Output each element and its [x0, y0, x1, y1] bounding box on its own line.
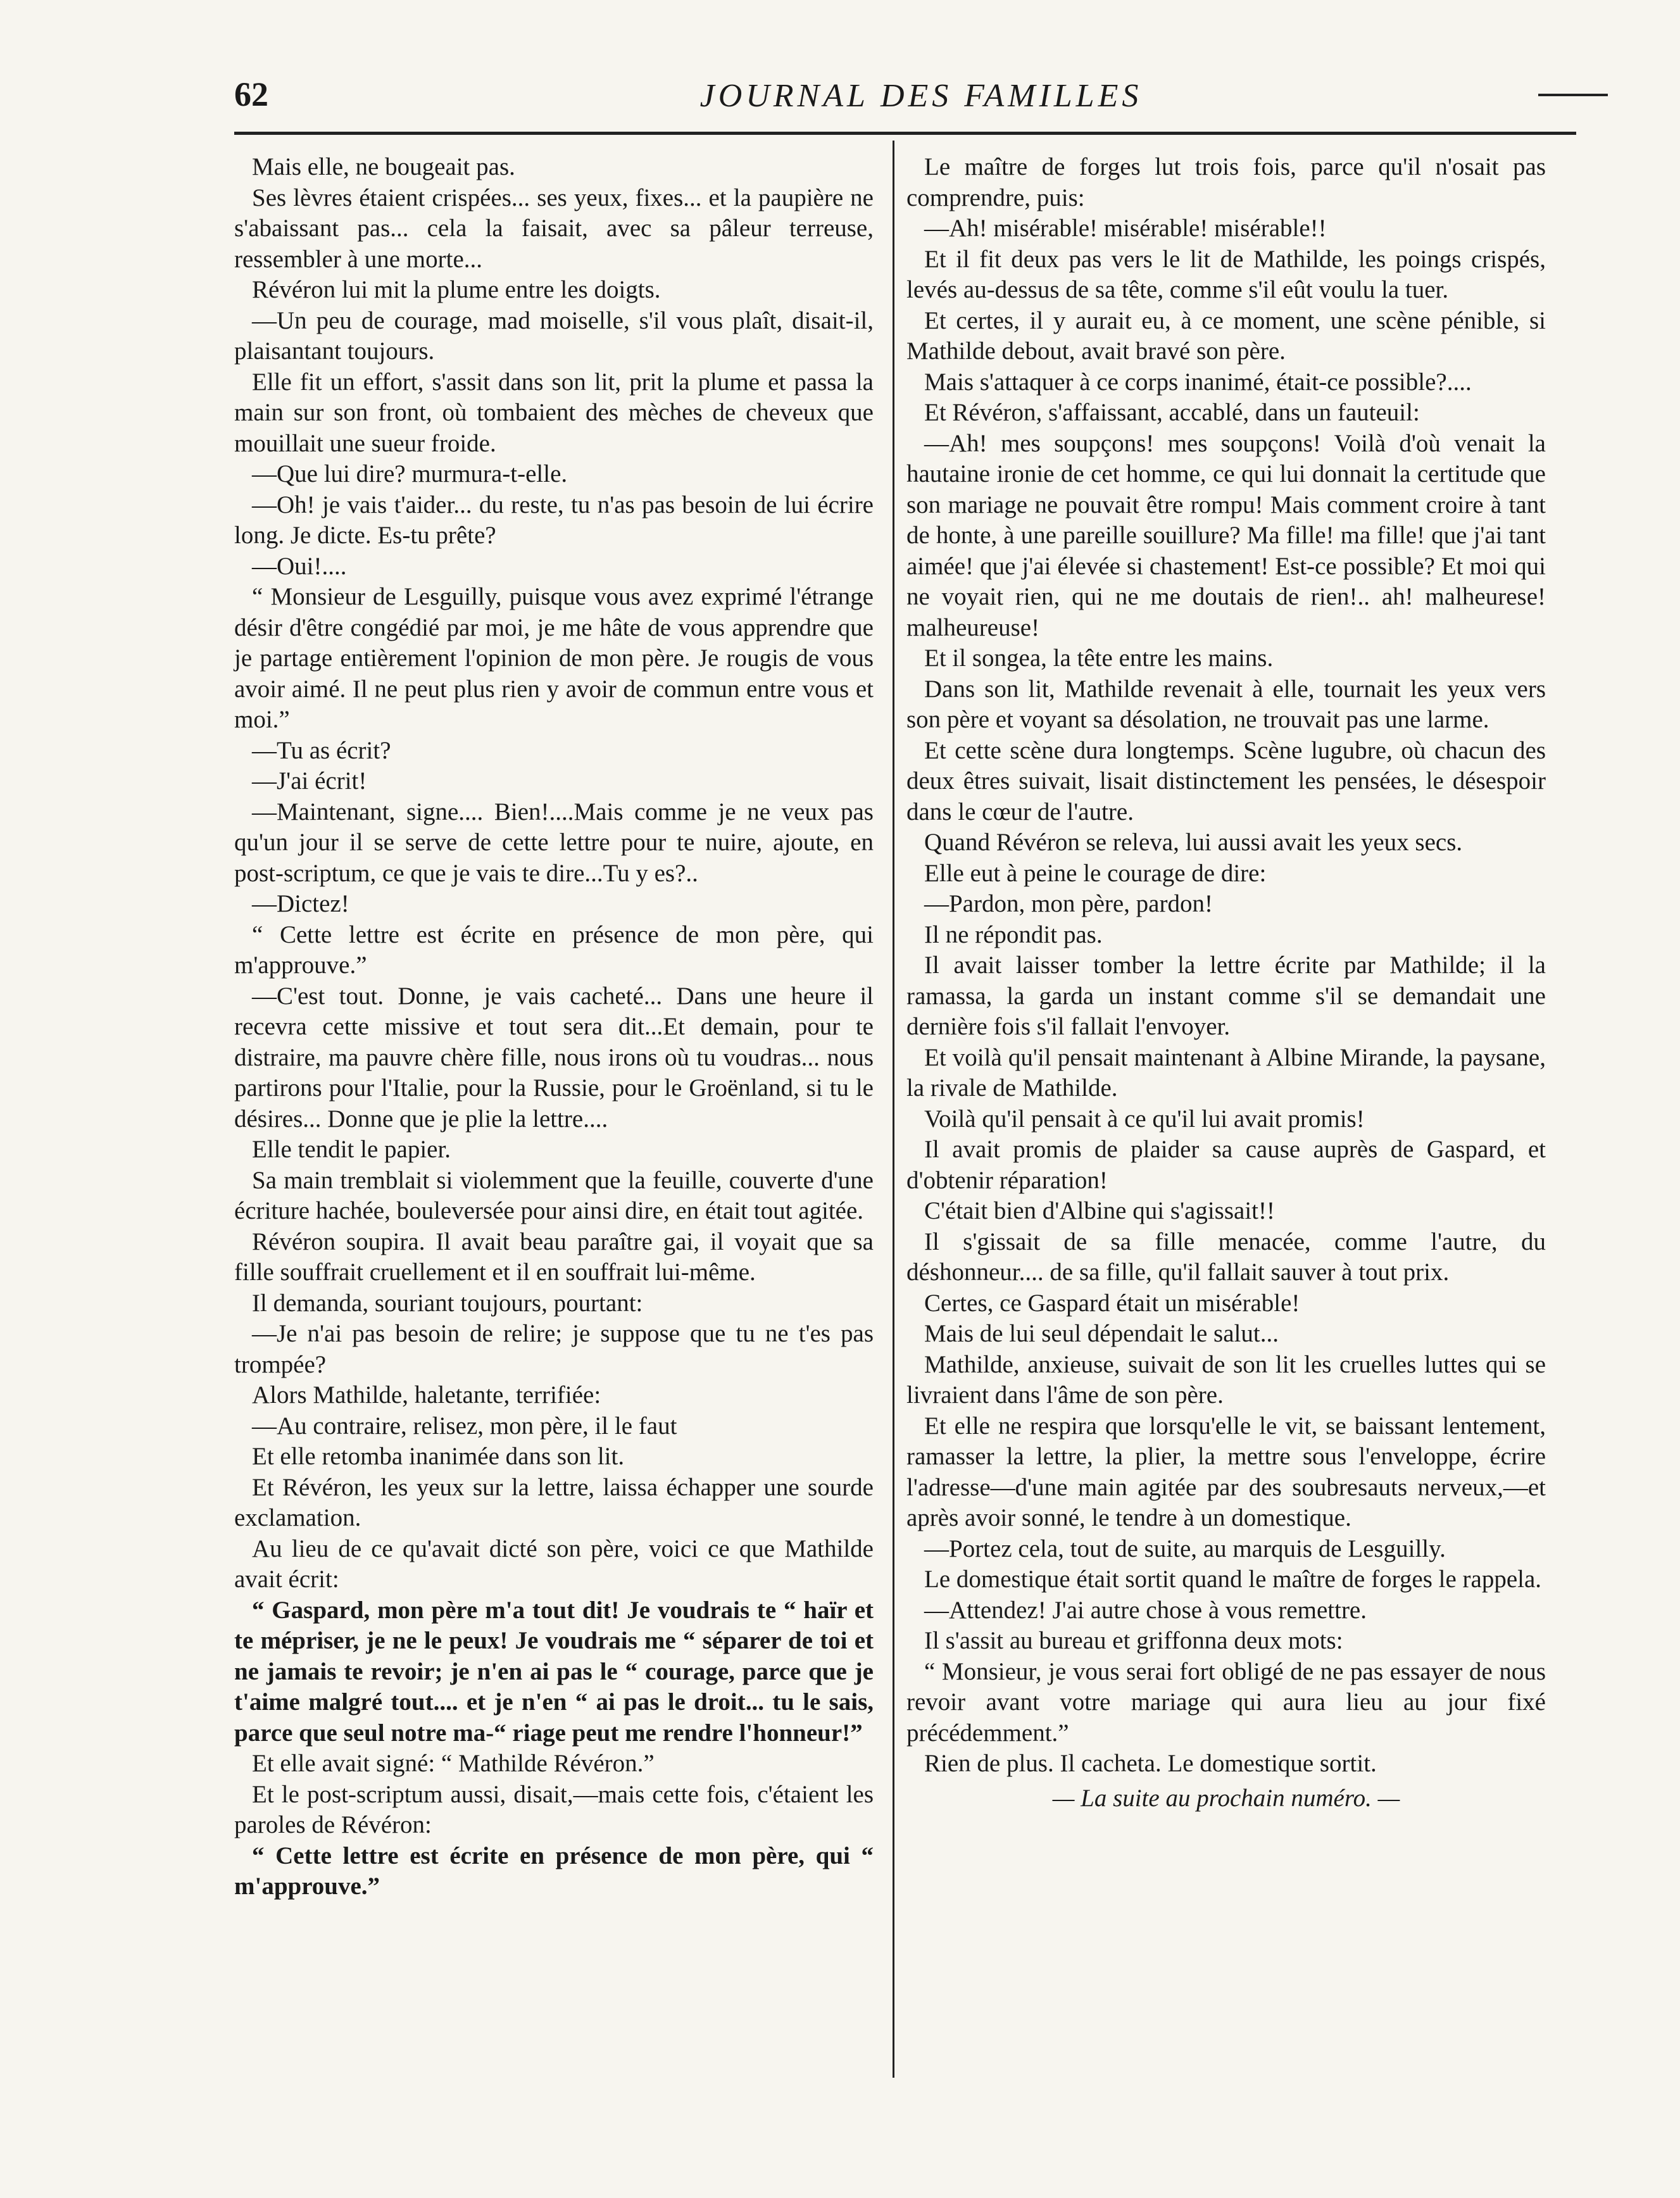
journal-title: JOURNAL DES FAMILLES: [699, 78, 1143, 114]
paragraph: Et elle avait signé: “ Mathilde Révéron.”: [252, 1750, 655, 1777]
paragraph: Elle tendit le papier.: [252, 1136, 451, 1163]
paragraph: Le maître de forges lut trois fois, parce qu'il n'osait pas comprendre, puis:: [906, 153, 1546, 211]
paragraph: —Que lui dire? murmura-t-elle.: [252, 460, 568, 487]
postscript-quote: “ Cette lettre est écrite en présence de mon père, qui “ m'approuve.”: [234, 1842, 874, 1900]
paragraph: Et le post-scriptum aussi, disait,—mais cette fois, c'étaient les paroles de Révéron:: [234, 1780, 874, 1838]
paragraph: Et il songea, la tête entre les mains.: [924, 644, 1274, 672]
paragraph: Dans son lit, Mathilde revenait à elle, tournait les yeux vers son père et voyant sa désolation, ne trouvait pas une larme.: [906, 675, 1546, 733]
paragraph: —Pardon, mon père, pardon!: [924, 890, 1213, 917]
paragraph: Révéron lui mit la plume entre les doigts.: [252, 276, 661, 303]
paragraph: Mais de lui seul dépendait le salut...: [924, 1320, 1279, 1347]
paragraph: Il avait promis de plaider sa cause auprès de Gaspard, et d'obtenir réparation!: [906, 1136, 1546, 1194]
paragraph: Ses lèvres étaient crispées... ses yeux, fixes... et la paupière ne s'abaissant pas... cela la faisait, avec sa pâleur terreuse, ressembler à une morte...: [234, 184, 874, 273]
right-column: [906, 152, 1546, 1814]
paragraph: Il demanda, souriant toujours, pourtant:: [252, 1289, 643, 1317]
paragraph: Et Révéron, s'affaissant, accablé, dans un fauteuil:: [924, 399, 1420, 426]
header-ornament: [1538, 94, 1608, 96]
continuation-note: — La suite au prochain numéro. —: [1052, 1784, 1400, 1812]
paragraph: Et certes, il y aurait eu, à ce moment, une scène pénible, si Mathilde debout, avait bravé son père.: [906, 306, 1546, 365]
paragraph: —Tu as écrit?: [252, 736, 391, 764]
paragraph: —Je n'ai pas besoin de relire; je suppose que tu ne t'es pas trompée?: [234, 1320, 874, 1378]
paragraph: Alors Mathilde, haletante, terrifiée:: [252, 1381, 601, 1409]
paragraph: Il s'assit au bureau et griffonna deux mots:: [924, 1627, 1343, 1654]
paragraph: C'était bien d'Albine qui s'agissait!!: [924, 1197, 1275, 1224]
paragraph: —Portez cela, tout de suite, au marquis de Lesguilly.: [924, 1535, 1446, 1562]
paragraph: —Attendez! J'ai autre chose à vous remettre.: [924, 1596, 1367, 1624]
paragraph: Et Révéron, les yeux sur la lettre, laissa échapper une sourde exclamation.: [234, 1473, 874, 1531]
paragraph: —Dictez!: [252, 890, 349, 917]
paragraph: Quand Révéron se releva, lui aussi avait les yeux secs.: [924, 829, 1463, 856]
paragraph: Mathilde, anxieuse, suivait de son lit les cruelles luttes qui se livraient dans l'âme de son père.: [906, 1350, 1546, 1409]
paragraph: —Oui!....: [252, 552, 347, 580]
paragraph: Et il fit deux pas vers le lit de Mathilde, les poings crispés, levés au-dessus de sa tête, comme s'il eût voulu la tuer.: [906, 245, 1546, 303]
paragraph: Il ne répondit pas.: [924, 920, 1103, 948]
paragraph: “ Monsieur, je vous serai fort obligé de ne pas essayer de nous revoir avant votre mariage qui aura lieu au jour fixé précédemment.”: [906, 1657, 1546, 1747]
paragraph: “ Monsieur de Lesguilly, puisque vous avez exprimé l'étrange désir d'être congédié par moi, je me hâte de vous apprendre que je partage entièrement l'opinion de mon père. Je rougis de vous avoir aimé. Il ne peut plus rien y avoir de commun entre vous et moi.”: [234, 583, 874, 733]
paragraph: —Ah! misérable! misérable! misérable!!: [924, 215, 1327, 242]
paragraph: Il avait laisser tomber la lettre écrite par Mathilde; il la ramassa, la garda un instant comme s'il se demandait une dernière fois s'il fallait l'envoyer.: [906, 951, 1546, 1040]
paragraph: Et cette scène dura longtemps. Scène lugubre, où chacun des deux êtres suivait, lisait distinctement les pensées, le désespoir dans le cœur de l'autre.: [906, 736, 1546, 826]
paragraph: —Oh! je vais t'aider... du reste, tu n'as pas besoin de lui écrire long. Je dicte. Es-tu prête?: [234, 491, 874, 549]
header-rule: [234, 132, 1576, 135]
paragraph: Il s'gissait de sa fille menacée, comme l'autre, du déshonneur.... de sa fille, qu'il fallait sauver à tout prix.: [906, 1228, 1546, 1286]
paragraph: Mais s'attaquer à ce corps inanimé, était-ce possible?....: [924, 368, 1472, 396]
paragraph: Voilà qu'il pensait à ce qu'il lui avait promis!: [924, 1105, 1365, 1133]
paragraph: Elle fit un effort, s'assit dans son lit, prit la plume et passa la main sur son front, où tombaient des mèches de cheveux que mouillait une sueur froide.: [234, 368, 874, 457]
page-header: [234, 75, 1608, 125]
paragraph: Certes, ce Gaspard était un misérable!: [924, 1289, 1300, 1317]
paragraph: —J'ai écrit!: [252, 767, 367, 794]
paragraph: Le domestique était sortit quand le maître de forges le rappela.: [924, 1566, 1542, 1593]
paragraph: —Au contraire, relisez, mon père, il le faut: [252, 1412, 677, 1440]
paragraph: Et elle retomba inanimée dans son lit.: [252, 1443, 625, 1470]
paragraph: —Un peu de courage, mad moiselle, s'il vous plaît, disait-il, plaisantant toujours.: [234, 306, 874, 365]
paragraph: Rien de plus. Il cacheta. Le domestique sortit.: [924, 1750, 1377, 1777]
paragraph: Mais elle, ne bougeait pas.: [252, 153, 515, 180]
paragraph: Au lieu de ce qu'avait dicté son père, voici ce que Mathilde avait écrit:: [234, 1535, 874, 1593]
paragraph: Et voilà qu'il pensait maintenant à Albine Mirande, la paysane, la rivale de Mathilde.: [906, 1043, 1546, 1102]
letter-quote: “ Gaspard, mon père m'a tout dit! Je voudrais te “ haïr et te mépriser, je ne le peux! Je voudrais me “ séparer de toi et ne jamais te revoir; je n'en ai pas le “ courage, parce que je t'aime malgré tout.... et je n'en “ ai pas le droit... tu le sais, parce que seul notre ma-“ riage peut me rendre l'honneur!”: [234, 1596, 874, 1747]
paragraph: “ Cette lettre est écrite en présence de mon père, qui m'approuve.”: [234, 920, 874, 979]
paragraph: —Maintenant, signe.... Bien!....Mais comme je ne veux pas qu'un jour il se serve de cette lettre pour te nuire, ajoute, en post-scriptum, ce que je vais te dire...Tu y es?..: [234, 798, 874, 887]
page-number: 62: [234, 75, 268, 113]
paragraph: Et elle ne respira que lorsqu'elle le vit, se baissant lentement, ramasser la lettre, la plier, la mettre sous l'enveloppe, écrire l'adresse—d'une main agitée par des soubresauts nerveux,—et après avoir sonné, le tendre à un domestique.: [906, 1412, 1546, 1531]
left-column: [234, 152, 874, 1902]
paragraph: Révéron soupira. Il avait beau paraître gai, il voyait que sa fille souffrait cruellement et il en souffrait lui-même.: [234, 1228, 874, 1286]
column-divider: [893, 141, 894, 2078]
paragraph: Elle eut à peine le courage de dire:: [924, 859, 1267, 887]
paragraph: —Ah! mes soupçons! mes soupçons! Voilà d'où venait la hautaine ironie de cet homme, ce qui lui donnait la certitude que son mariage ne pouvait être rompu! Mais comment croire à tant de honte, à une pareille souillure? Ma fille! ma fille! que j'ai tant aimée! que j'ai élevée si chastement! Est-ce possible? Et moi qui ne voyait rien, qui ne me doutais de rien!.. ah! malheurese! malheureuse!: [906, 429, 1546, 641]
paragraph: —C'est tout. Donne, je vais cacheté... Dans une heure il recevra cette missive et tout sera dit...Et demain, pour te distraire, ma pauvre chère fille, nous irons où tu voudras... nous partirons pour l'Italie, pour la Russie, pour le Groënland, si tu le désires... Donne que je plie la lettre....: [234, 982, 874, 1133]
paragraph: Sa main tremblait si violemment que la feuille, couverte d'une écriture hachée, bouleversée pour ainsi dire, en était tout agitée.: [234, 1166, 874, 1224]
